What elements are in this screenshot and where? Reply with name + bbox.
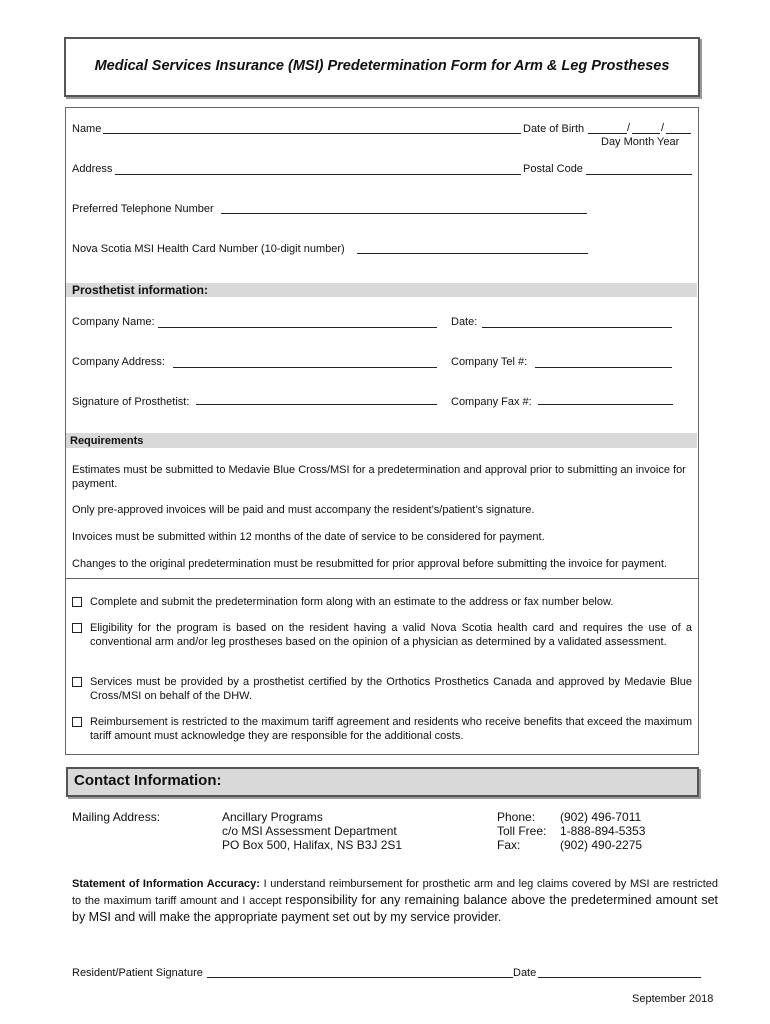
resident-signature-field[interactable] [207, 977, 513, 978]
requirements-heading: Requirements [70, 435, 144, 447]
company-name-field[interactable] [158, 327, 437, 328]
checkbox[interactable] [72, 597, 82, 607]
name-field[interactable] [103, 133, 521, 134]
toll-free-label: Toll Free: [497, 824, 547, 838]
prosthetist-heading: Prosthetist information: [72, 283, 209, 297]
dob-month-field[interactable] [632, 133, 660, 134]
requirement-item: Changes to the original predetermination must be resubmitted for prior approval before submitting the invoice for payment. [72, 558, 667, 570]
dob-year-field[interactable] [666, 133, 691, 134]
frame-divider [65, 578, 698, 579]
signature-date-field[interactable] [538, 977, 701, 978]
requirement-item: Only pre-approved invoices will be paid and must accompany the resident’s/patient’s signature. [72, 504, 535, 516]
postal-code-field[interactable] [586, 174, 692, 175]
phone-field[interactable] [221, 213, 587, 214]
checklist-item-text: Complete and submit the predetermination form along with an estimate to the address or fax number below. [90, 596, 614, 608]
date-label: Date: [451, 316, 478, 328]
requirements-section-bar [66, 433, 697, 448]
address-line: PO Box 500, Halifax, NS B3J 2S1 [222, 838, 403, 852]
footer-date: September 2018 [632, 993, 714, 1005]
fax-label: Fax: [497, 838, 521, 852]
checklist-item-text: Reimbursement is restricted to the maximum tariff agreement and residents who receive benefits that exceed the maximum tariff amount must acknowledge they are responsible for the additional costs. [90, 716, 692, 742]
company-address-label: Company Address: [72, 356, 165, 368]
name-label: Name [72, 123, 102, 135]
company-tel-label: Company Tel #: [451, 356, 528, 368]
checklist-item-text: Services must be provided by a prosthetist certified by the Orthotics Prosthetics Canada and approved by Medavie Blue Cross/MSI on behalf of the DHW. [90, 676, 692, 702]
signature-date-label: Date [513, 967, 537, 979]
statement-of-accuracy [72, 876, 718, 926]
checklist-item [72, 675, 692, 703]
address-field[interactable] [115, 174, 521, 175]
company-tel-field[interactable] [535, 367, 672, 368]
dob-label: Date of Birth [523, 123, 585, 135]
prosthetist-signature-field[interactable] [196, 404, 437, 405]
statement-text-emphasis: responsibility for any remaining balance above the predetermined amount set by MSI and will make the appropriate payment set out by my service provider. [72, 893, 718, 924]
dob-hint: Day Month Year [601, 136, 680, 148]
form-title: Medical Services Insurance (MSI) Predetermination Form for Arm & Leg Prostheses [94, 58, 670, 74]
postal-code-label: Postal Code [523, 163, 583, 175]
prosthetist-signature-label: Signature of Prosthetist: [72, 396, 190, 408]
checkbox[interactable] [72, 717, 82, 727]
contact-heading-box [66, 767, 699, 797]
checklist-item [72, 715, 692, 743]
phone-contact-label: Phone: [497, 810, 536, 824]
company-fax-label: Company Fax #: [451, 396, 532, 408]
dob-sep-1: / [627, 122, 631, 134]
dob-day-field[interactable] [588, 133, 627, 134]
resident-signature-label: Resident/Patient Signature [72, 967, 203, 979]
checklist-item [72, 595, 692, 609]
address-line: Ancillary Programs [222, 810, 323, 824]
mailing-address-label: Mailing Address: [72, 810, 161, 824]
company-fax-field[interactable] [538, 404, 673, 405]
date-field[interactable] [482, 327, 672, 328]
contact-heading: Contact Information: [74, 772, 222, 789]
dob-sep-2: / [661, 122, 665, 134]
company-name-label: Company Name: [72, 316, 155, 328]
phone-number: (902) 496-7011 [560, 810, 642, 824]
checklist-item-text: Eligibility for the program is based on the resident having a valid Nova Scotia health card and requires the use of a conventional arm and/or leg prostheses based on the opinion of a physician as determined by a validated assessment. [90, 622, 692, 648]
toll-free-number: 1-888-894-5353 [560, 824, 646, 838]
checklist-item [72, 621, 692, 663]
checkbox[interactable] [72, 677, 82, 687]
checkbox[interactable] [72, 623, 82, 633]
phone-label: Preferred Telephone Number [72, 203, 214, 215]
health-card-label: Nova Scotia MSI Health Card Number (10-digit number) [72, 243, 345, 255]
requirement-item: Estimates must be submitted to Medavie Blue Cross/MSI for a predetermination and approval prior to submitting an invoice for payment. [72, 464, 686, 490]
statement-text: I understand reimbursement for prosthetic arm and leg claims covered by MSI are restricted to the maximum tariff amount and I accept [72, 878, 718, 907]
requirement-item: Invoices must be submitted within 12 months of the date of service to be considered for payment. [72, 531, 545, 543]
fax-number: (902) 490-2275 [560, 838, 643, 852]
health-card-field[interactable] [357, 253, 588, 254]
form-title-box [64, 37, 700, 97]
address-label: Address [72, 163, 113, 175]
company-address-field[interactable] [173, 367, 437, 368]
address-line: c/o MSI Assessment Department [222, 824, 397, 838]
statement-label: Statement of Information Accuracy: [72, 878, 260, 890]
